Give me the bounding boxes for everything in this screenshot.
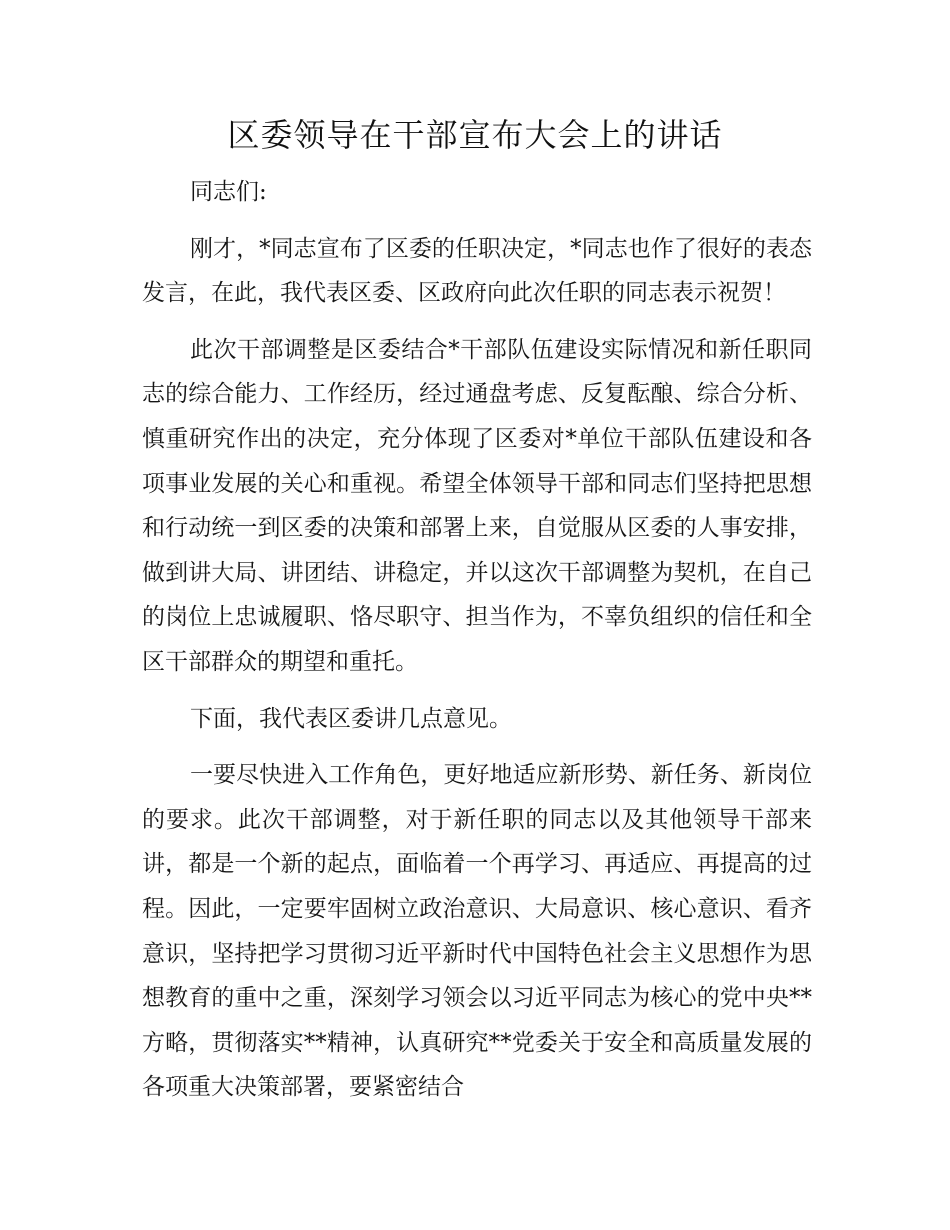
document-body (142, 170, 812, 1110)
paragraph-opinions-intro: 下面，我代表区委讲几点意见。 (190, 705, 512, 732)
salutation: 同志们: (190, 179, 267, 205)
document-title: 区委领导在干部宣布大会上的讲话 (227, 116, 723, 154)
paragraph-cadre-adjustment: 此次干部调整是区委结合*干部队伍建设实际情况和新任职同志的综合能力、工作经历，经过通盘考虑、反复酝酿、综合分析、慎重研究作出的决定，充分体现了区委对*单位干部队伍建设和各项事业发展的关心和重视。希望全体领导干部和同志们坚持把思想和行动统一到区委的决策和部署上来，自觉服从区委的人事安排，做到讲大局、讲团结、讲稳定，并以这次干部调整为契机，在自己的岗位上忠诚履职、恪尽职守、担当作为，不辜负组织的信任和全区干部群众的期望和重托。 (142, 336, 812, 675)
paragraph-congratulations: 刚才，*同志宣布了区委的任职决定，*同志也作了很好的表态发言，在此，我代表区委、区政府向此次任职的同志表示祝贺！ (142, 235, 812, 307)
paragraph-first-opinion: 一要尽快进入工作角色，更好地适应新形势、新任务、新岗位的要求。此次干部调整，对于新任职的同志以及其他领导干部来讲，都是一个新的起点，面临着一个再学习、再适应、再提高的过程。因此，一定要牢固树立政治意识、大局意识、核心意识、看齐意识，坚持把学习贯彻习近平新时代中国特色社会主义思想作为思想教育的重中之重，深刻学习领会以习近平同志为核心的党中央**方略，贯彻落实**精神，认真研究**党委关于安全和高质量发展的各项重大决策部署，要紧密结合 (142, 762, 812, 1101)
